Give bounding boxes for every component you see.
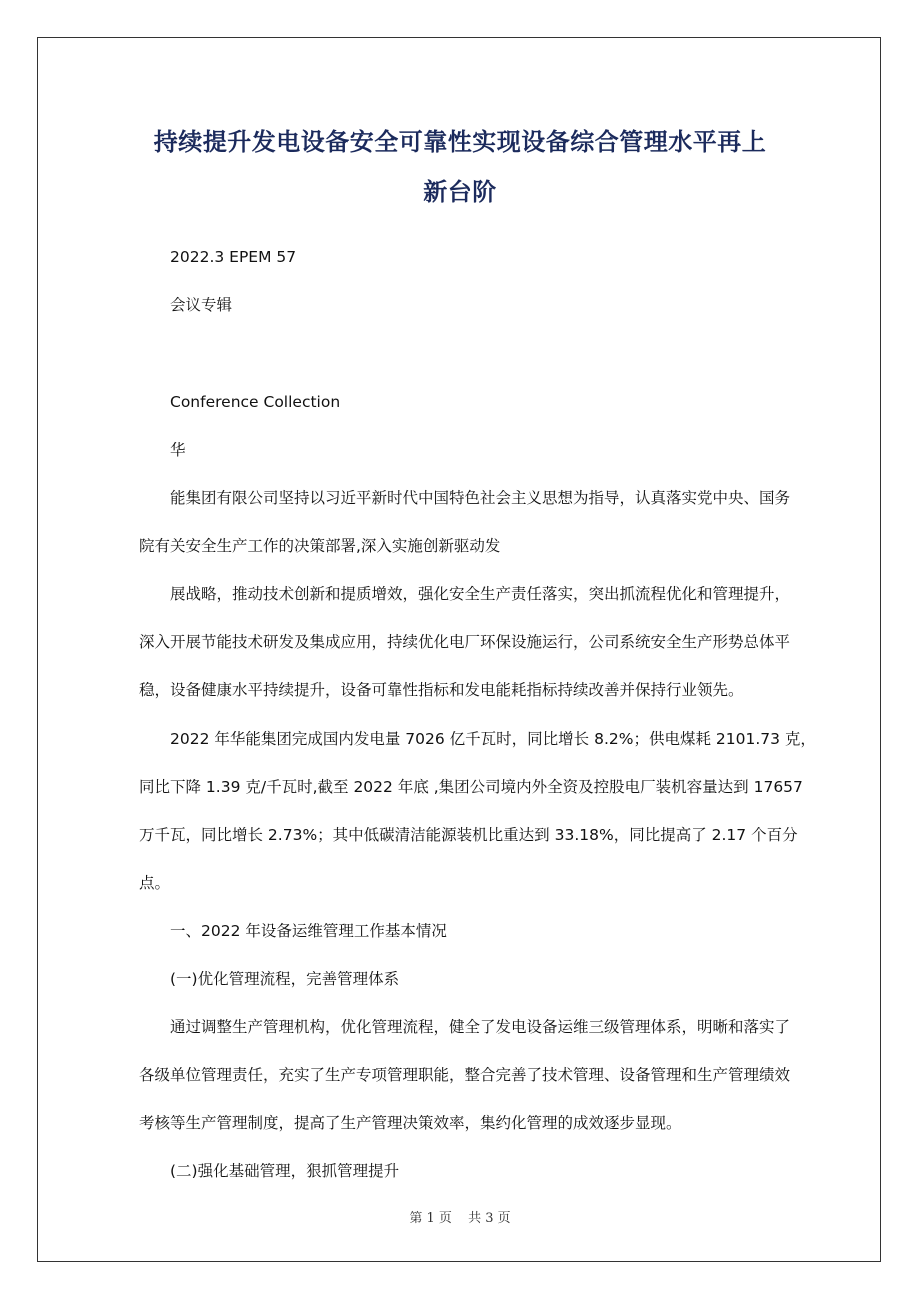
text-line: 2022 年华能集团完成国内发电量 7026 亿千瓦时，同比增长 8.2%；供电煤耗 2101.73 克， [170, 730, 816, 748]
text-line: 考核等生产管理制度，提高了生产管理决策效率，集约化管理的成效逐步显现。 [139, 1114, 682, 1132]
text-line: 能集团有限公司坚持以习近平新时代中国特色社会主义思想为指导，认真落实党中央、国务 [170, 489, 791, 507]
document-title-line-2: 新台阶 [423, 178, 497, 206]
text-line: 点。 [139, 874, 171, 892]
document-title-line-1: 持续提升发电设备安全可靠性实现设备综合管理水平再上 [153, 128, 767, 156]
text-line: 展战略，推动技术创新和提质增效，强化安全生产责任落实，突出抓流程优化和管理提升， [170, 585, 791, 603]
text-line: 同比下降 1.39 克/千瓦时,截至 2022 年底 ,集团公司境内外全资及控股电厂装机容量达到 17657 [139, 778, 803, 796]
text-line: 深入开展节能技术研发及集成应用，持续优化电厂环保设施运行，公司系统安全生产形势总体平 [139, 633, 791, 651]
dropcap-char: 华 [170, 441, 186, 459]
page-number: 第 1 页 [409, 1211, 452, 1226]
column-name-cn: 会议专辑 [170, 296, 233, 314]
text-line: 各级单位管理责任，充实了生产专项管理职能，整合完善了技术管理、设备管理和生产管理绩效 [139, 1066, 791, 1084]
column-name-en: Conference Collection [170, 393, 341, 411]
text-line: 万千瓦，同比增长 2.73%；其中低碳清洁能源装机比重达到 33.18%，同比提高了 2.17 个百分 [139, 826, 798, 844]
text-line: 院有关安全生产工作的决策部署,深入实施创新驱动发 [139, 537, 501, 555]
subsection-heading-2: (二)强化基础管理，狠抓管理提升 [170, 1162, 400, 1180]
section-heading-1: 一、2022 年设备运维管理工作基本情况 [170, 922, 447, 940]
text-line: 稳，设备健康水平持续提升，设备可靠性指标和发电能耗指标持续改善并保持行业领先。 [139, 681, 744, 699]
issue-info: 2022.3 EPEM 57 [170, 248, 297, 266]
text-line: 通过调整生产管理机构，优化管理流程，健全了发电设备运维三级管理体系，明晰和落实了 [170, 1018, 791, 1036]
subsection-heading-1: (一)优化管理流程，完善管理体系 [170, 970, 400, 988]
page-total: 共 3 页 [468, 1211, 511, 1226]
page-footer [0, 1207, 920, 1226]
